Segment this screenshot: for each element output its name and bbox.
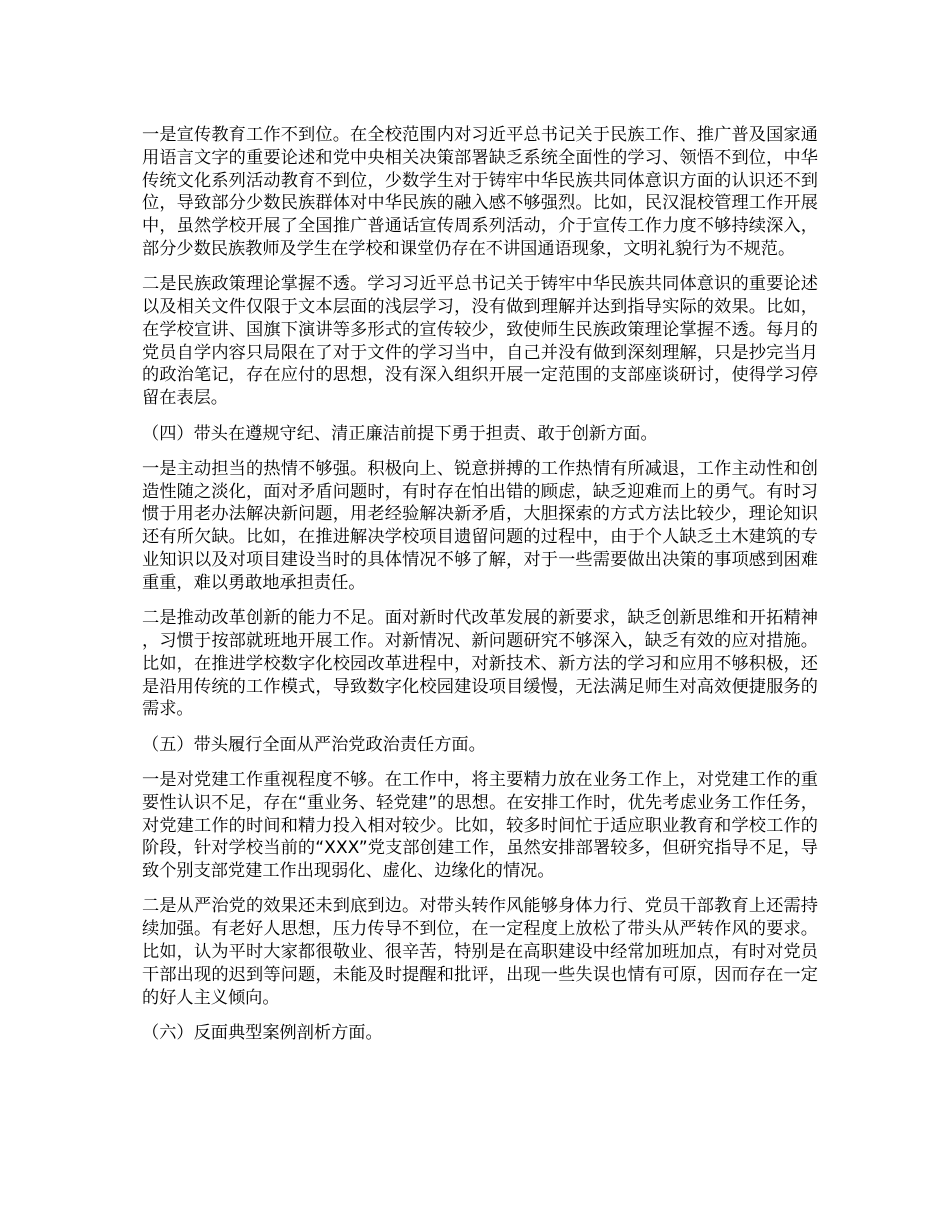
paragraph-publicity-education: 一是宣传教育工作不到位。在全校范围内对习近平总书记关于民族工作、推广普及国家通用语言文字的重要论述和党中央相关决策部署缺乏系统全面性的学习、领悟不到位，中华传统文化系列活动教育不到位，少数学生对于铸牢中华民族共同体意识方面的认识还不到位，导致部分少数民族群体对中华民族的融入感不够强烈。比如，民汉混校管理工作开展中，虽然学校开展了全国推广普通话宣传周系列活动，介于宣传工作力度不够持续深入，部分少数民族教师及学生在学校和课堂仍存在不讲国通语现象，文明礼貌行为不规范。 — [142, 125, 818, 259]
section-heading-4: （四）带头在遵规守纪、清正廉洁前提下勇于担责、敢于创新方面。 — [142, 423, 658, 444]
paragraph-strict-governance: 二是从严治党的效果还未到底到边。对带头转作风能够身体力行、党员干部教育上还需持续加强。有老好人思想，压力传导不到位，在一定程度上放松了带头从严转作风的要求。比如，认为平时大家都很敬业、很辛苦，特别是在高职建设中经常加班加点，有时对党员干部出现的迟到等问题，未能及时提醒和批评，出现一些失误也情有可原，因而存在一定的好人主义倾向。 — [142, 896, 818, 1008]
paragraph-initiative-enthusiasm: 一是主动担当的热情不够强。积极向上、锐意拼搏的工作热情有所减退，工作主动性和创造性随之淡化，面对矛盾问题时，有时存在怕出错的顾虑，缺乏迎难而上的勇气。有时习惯于用老办法解决新问题，用老经验解决新矛盾，大胆探索的方式方法比较少，理论知识还有所欠缺。比如，在推进解决学校项目遗留问题的过程中，由于个人缺乏土木建筑的专业知识以及对项目建设当时的具体情况不够了解，对于一些需要做出决策的事项感到困难重重，难以勇敢地承担责任。 — [142, 458, 818, 593]
section-heading-6: （六）反面典型案例剖析方面。 — [142, 1022, 383, 1043]
paragraph-ethnic-policy-theory: 二是民族政策理论掌握不透。学习习近平总书记关于铸牢中华民族共同体意识的重要论述以及相关文件仅限于文本层面的浅层学习，没有做到理解并达到指导实际的效果。比如，在学校宣讲、国旗下演讲等多形式的宣传较少，致使师生民族政策理论掌握不透。每月的党员自学内容只局限在了对于文件的学习当中，自己并没有做到深刻理解，只是抄完当月的政治笔记，存在应付的思想，没有深入组织开展一定范围的支部座谈研讨，使得学习停留在表层。 — [142, 274, 818, 409]
section-heading-5: （五）带头履行全面从严治党政治责任方面。 — [142, 734, 486, 755]
document-page — [142, 124, 818, 1057]
paragraph-party-building-priority: 一是对党建工作重视程度不够。在工作中，将主要精力放在业务工作上，对党建工作的重要性认识不足，存在“重业务、轻党建”的思想。在安排工作时，优先考虑业务工作任务，对党建工作的时间和精力投入相对较少。比如，较多时间忙于适应职业教育和学校工作的阶段，针对学校当前的“XXX”党支部创建工作，虽然安排部署较多，但研究指导不足，导致个别支部党建工作出现弱化、虚化、边缘化的情况。 — [142, 769, 818, 882]
paragraph-reform-innovation: 二是推动改革创新的能力不足。面对新时代改革发展的新要求，缺乏创新思维和开拓精神，习惯于按部就班地开展工作。对新情况、新问题研究不够深入，缺乏有效的应对措施。比如，在推进学校数字化校园改革进程中，对新技术、新方法的学习和应用不够积极，还是沿用传统的工作模式，导致数字化校园建设项目缓慢，无法满足师生对高效便捷服务的需求。 — [142, 608, 818, 720]
